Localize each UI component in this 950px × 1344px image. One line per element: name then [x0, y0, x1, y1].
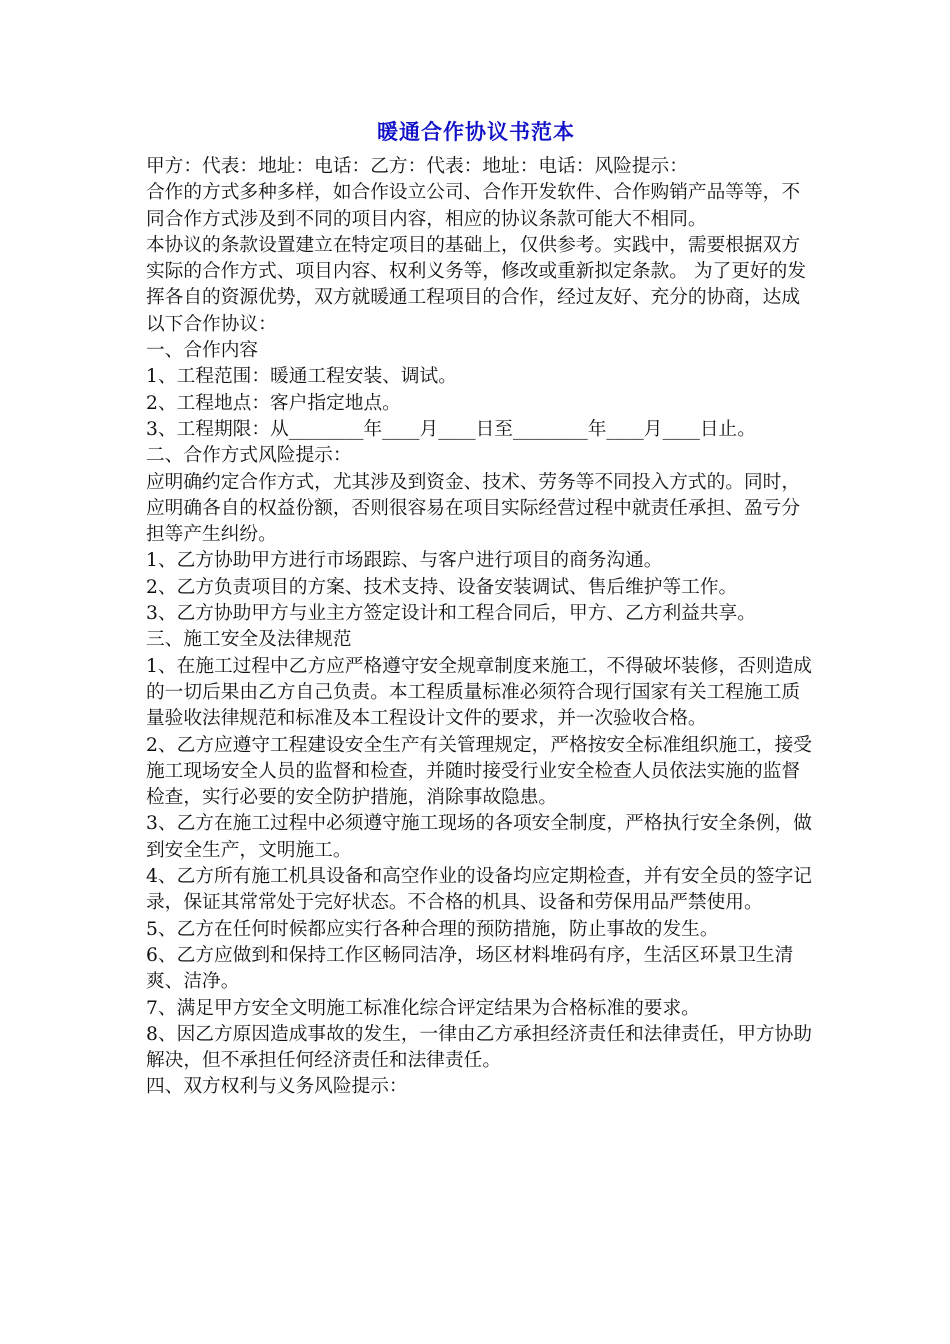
- clause-3-7: 7、满足甲方安全文明施工标准化综合评定结果为合格标准的要求。: [146, 997, 700, 1019]
- clause-3-2: 2、乙方应遵守工程建设安全生产有关管理规定，严格按安全标准组织施工，接受施工现场安全人员的监督和检查，并随时接受行业安全检查人员依法实施的监督检查，实行必要的安全防护措施，消除事故隐患。: [146, 734, 812, 809]
- section-heading-2: 二、合作方式风险提示：: [146, 445, 352, 467]
- risk-note-paragraph: 合作的方式多种多样，如合作设立公司、合作开发软件、合作购销产品等等，不同合作方式涉及到不同的项目内容，相应的协议条款可能大不相同。: [146, 182, 801, 230]
- clause-2-3: 3、乙方协助甲方与业主方签定设计和工程合同后，甲方、乙方利益共享。: [146, 603, 756, 625]
- clause-2-1: 1、乙方协助甲方进行市场跟踪、与客户进行项目的商务沟通。: [146, 550, 663, 572]
- document-title: 暖通合作协议书范本: [377, 120, 575, 144]
- document-page: [146, 118, 814, 1101]
- section-heading-3: 三、施工安全及法律规范: [146, 629, 352, 651]
- preamble-paragraph: 本协议的条款设置建立在特定项目的基础上，仅供参考。实践中，需要根据双方实际的合作方式、项目内容、权利义务等，修改或重新拟定条款。 为了更好的发挥各自的资源优势，双方就暖通工程项目的合作，经过友好、充分的协商，达成以下合作协议：: [146, 234, 807, 335]
- clause-2-2: 2、乙方负责项目的方案、技术支持、设备安装调试、售后维护等工作。: [146, 576, 738, 598]
- clause-1-1: 1、工程范围：暖通工程安装、调试。: [146, 366, 457, 388]
- clause-3-4: 4、乙方所有施工机具设备和高空作业的设备均应定期检查，并有安全员的签字记录，保证其常常处于完好状态。不合格的机具、设备和劳保用品严禁使用。: [146, 866, 812, 914]
- party-info-line: 甲方：代表：地址：电话：乙方：代表：地址：电话：风险提示：: [146, 156, 688, 177]
- clause-3-3: 3、乙方在施工过程中必须遵守施工现场的各项安全制度，严格执行安全条例，做到安全生产，文明施工。: [146, 813, 812, 861]
- clause-3-8: 8、因乙方原因造成事故的发生，一律由乙方承担经济责任和法律责任，甲方协助解决，但不承担任何经济责任和法律责任。: [146, 1023, 812, 1072]
- clause-1-2: 2、工程地点：客户指定地点。: [146, 392, 401, 414]
- document-body: [146, 154, 814, 1101]
- clause-3-1: 1、在施工过程中乙方应严格遵守安全规章制度来施工，不得破坏装修，否则造成的一切后果由乙方自己负责。本工程质量标准必须符合现行国家有关工程施工质量验收法律规范和标准及本工程设计文件的要求，并一次验收合格。: [146, 655, 812, 730]
- clause-3-6: 6、乙方应做到和保持工作区畅同洁净，场区材料堆码有序，生活区环景卫生清爽、洁净。: [146, 944, 794, 993]
- section-heading-1: 一、合作内容: [146, 340, 259, 362]
- clause-3-5: 5、乙方在任何时候都应实行各种合理的预防措施，防止事故的发生。: [146, 918, 719, 940]
- clause-1-3: 3、工程期限：从________年____月____日至________年____月____日止。: [146, 418, 756, 440]
- section-heading-4: 四、双方权利与义务风险提示：: [146, 1076, 408, 1098]
- risk-note-paragraph-2: 应明确约定合作方式，尤其涉及到资金、技术、劳务等不同投入方式的。同时，应明确各自的权益份额，否则很容易在项目实际经营过程中就责任承担、盈亏分担等产生纠纷。: [146, 471, 801, 546]
